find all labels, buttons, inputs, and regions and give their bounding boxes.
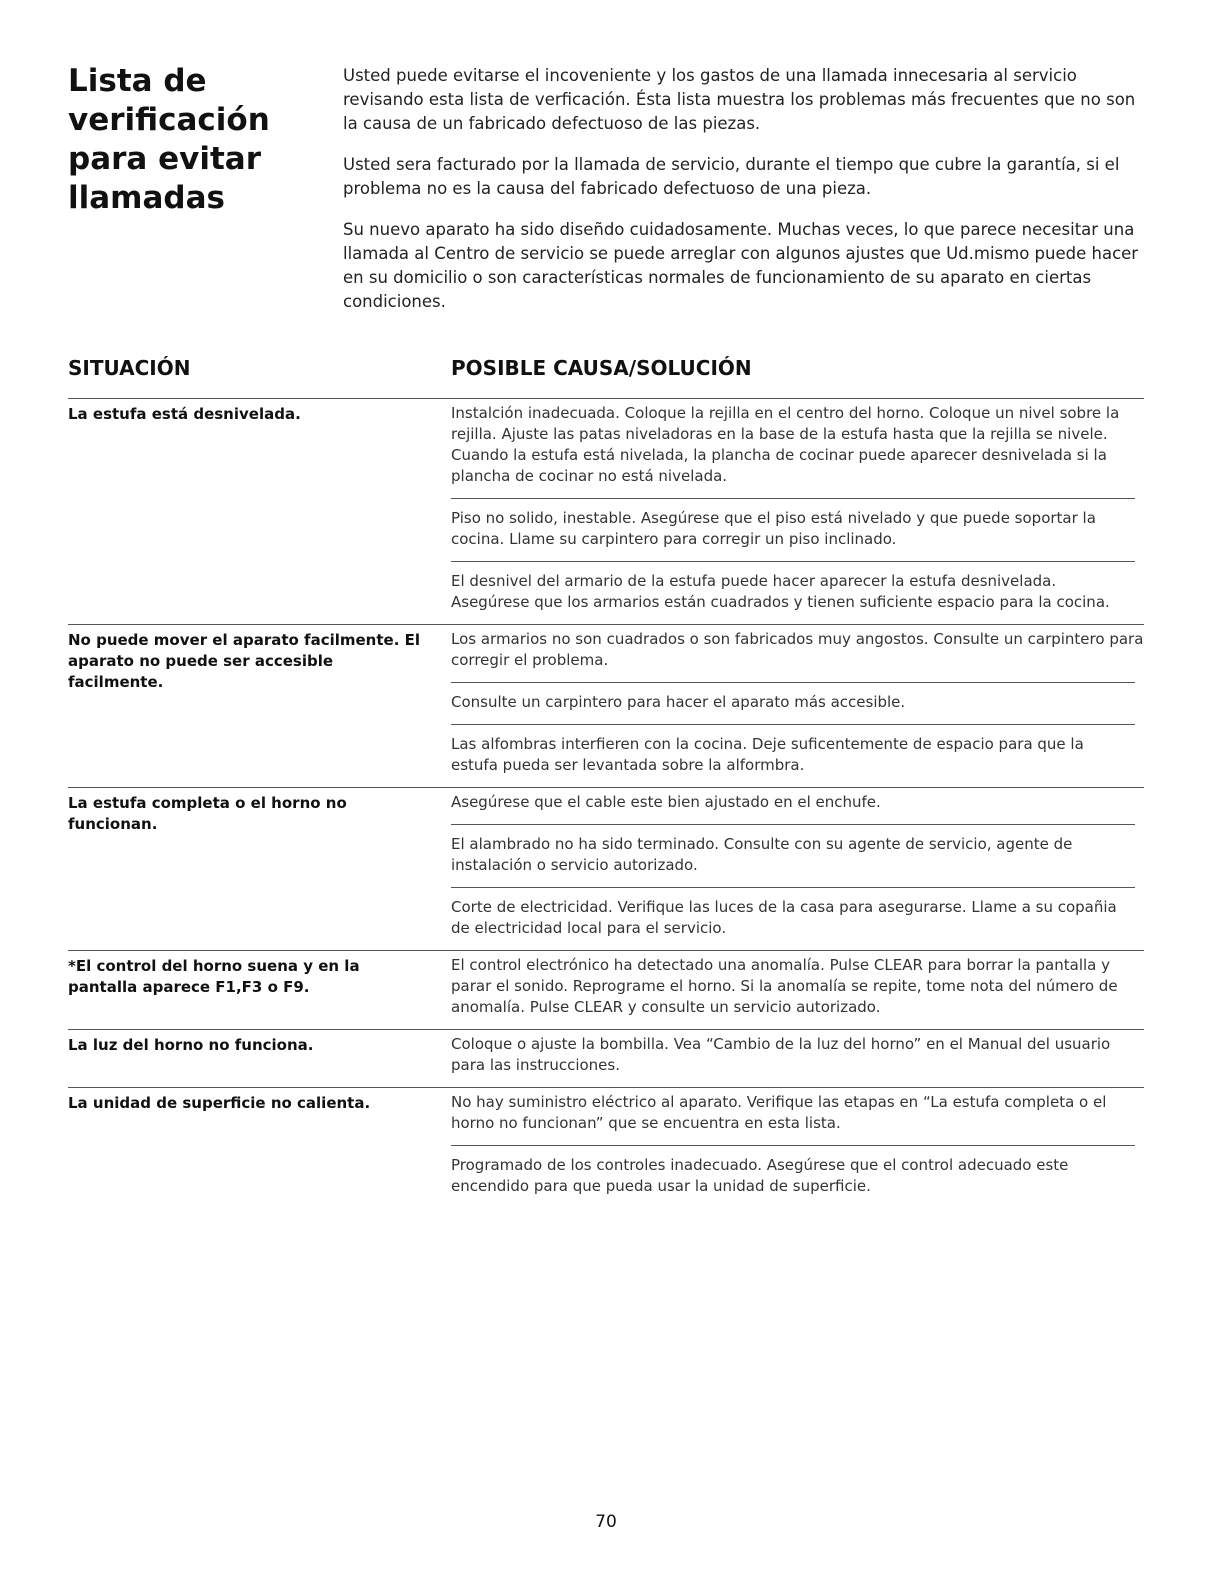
- intro-paragraph: Su nuevo aparato ha sido diseñdo cuidadosamente. Muchas veces, lo que parece necesitar una llamada al Centro de servicio se puede arreglar con algunos ajustes que Ud.mismo puede hacer en su domicilio o son características normales de funcionamiento de su aparato en ciertas condiciones.: [343, 220, 1139, 311]
- cause-item: El control electrónico ha detectado una anomalía. Pulse CLEAR para borrar la pantalla y parar el sonido. Reprograme el horno. Si la anomalía se repite, tome nota del número de anomalía. Pulse CLEAR y consulte un servicio autorizado.: [451, 956, 1118, 1016]
- situation-cell: La unidad de superficie no calienta.: [68, 1094, 371, 1112]
- table-row: [68, 950, 1144, 1029]
- situation-header: SITUACIÓN: [68, 356, 191, 380]
- table-row: [68, 787, 1144, 950]
- situation-cell: La luz del horno no funciona.: [68, 1036, 314, 1054]
- table-row: [68, 624, 1144, 787]
- cause-item: El alambrado no ha sido terminado. Consulte con su agente de servicio, agente de instalación o servicio autorizado.: [451, 824, 1135, 887]
- cause-item: Piso no solido, inestable. Asegúrese que el piso está nivelado y que puede soportar la cocina. Llame su carpintero para corregir un piso inclinado.: [451, 498, 1135, 561]
- page-number: 70: [595, 1512, 617, 1532]
- causes-cell: [451, 1030, 1144, 1087]
- cause-item: Programado de los controles inadecuado. Asegúrese que el control adecuado este encendido para que pueda usar la unidad de superficie.: [451, 1145, 1135, 1208]
- causes-cell: [451, 788, 1144, 950]
- cause-item: Coloque o ajuste la bombilla. Vea “Cambio de la luz del horno” en el Manual del usuario para las instrucciones.: [451, 1035, 1111, 1074]
- page-title: Lista de verificación para evitar llamadas: [68, 63, 270, 216]
- situation-cell: La estufa completa o el horno no funcionan.: [68, 794, 347, 833]
- troubleshooting-table: [68, 398, 1144, 1208]
- situation-cell: No puede mover el aparato facilmente. El aparato no puede ser accesible facilmente.: [68, 631, 421, 691]
- intro-paragraph: Usted sera facturado por la llamada de servicio, durante el tiempo que cubre la garantía, si el problema no es la causa del fabricado defectuoso de una pieza.: [343, 155, 1120, 198]
- cause-item: El desnivel del armario de la estufa puede hacer aparecer la estufa desnivelada. Asegúrese que los armarios están cuadrados y tienen suficiente espacio para la cocina.: [451, 561, 1135, 624]
- situation-cell: *El control del horno suena y en la pantalla aparece F1,F3 o F9.: [68, 957, 360, 996]
- cause-item: No hay suministro eléctrico al aparato. Verifique las etapas en “La estufa completa o el horno no funcionan” que se encuentra en esta lista.: [451, 1093, 1107, 1132]
- causes-cell: [451, 399, 1144, 624]
- intro-text: [343, 64, 1143, 331]
- cause-item: Corte de electricidad. Verifique las luces de la casa para asegurarse. Llame a su copañia de electricidad local para el servicio.: [451, 887, 1135, 950]
- cause-header: POSIBLE CAUSA/SOLUCIÓN: [451, 356, 752, 380]
- intro-paragraph: Usted puede evitarse el incoveniente y los gastos de una llamada innecesaria al servicio revisando esta lista de verficación. Ésta lista muestra los problemas más frecuentes que no son la causa de un fabricado defectuoso de las piezas.: [343, 66, 1136, 133]
- causes-cell: [451, 951, 1144, 1029]
- table-row: [68, 1087, 1144, 1208]
- cause-item: Asegúrese que el cable este bien ajustado en el enchufe.: [451, 793, 881, 811]
- situation-cell: La estufa está desnivelada.: [68, 405, 301, 423]
- table-row: [68, 398, 1144, 624]
- cause-item: Consulte un carpintero para hacer el aparato más accesible.: [451, 682, 1135, 724]
- causes-cell: [451, 1088, 1144, 1208]
- causes-cell: [451, 625, 1144, 787]
- table-row: [68, 1029, 1144, 1087]
- cause-item: Las alfombras interfieren con la cocina. Deje suficentemente de espacio para que la estufa pueda ser levantada sobre la alformbra.: [451, 724, 1135, 787]
- cause-item: Los armarios no son cuadrados o son fabricados muy angostos. Consulte un carpintero para corregir el problema.: [451, 630, 1144, 669]
- cause-item: Instalción inadecuada. Coloque la rejilla en el centro del horno. Coloque un nivel sobre la rejilla. Ajuste las patas niveladoras en la base de la estufa hasta que la rejilla se nivele. Cuando la estufa está nivelada, la plancha de cocinar puede aparecer desnivelada si la plancha de cocinar no está nivelada.: [451, 404, 1120, 485]
